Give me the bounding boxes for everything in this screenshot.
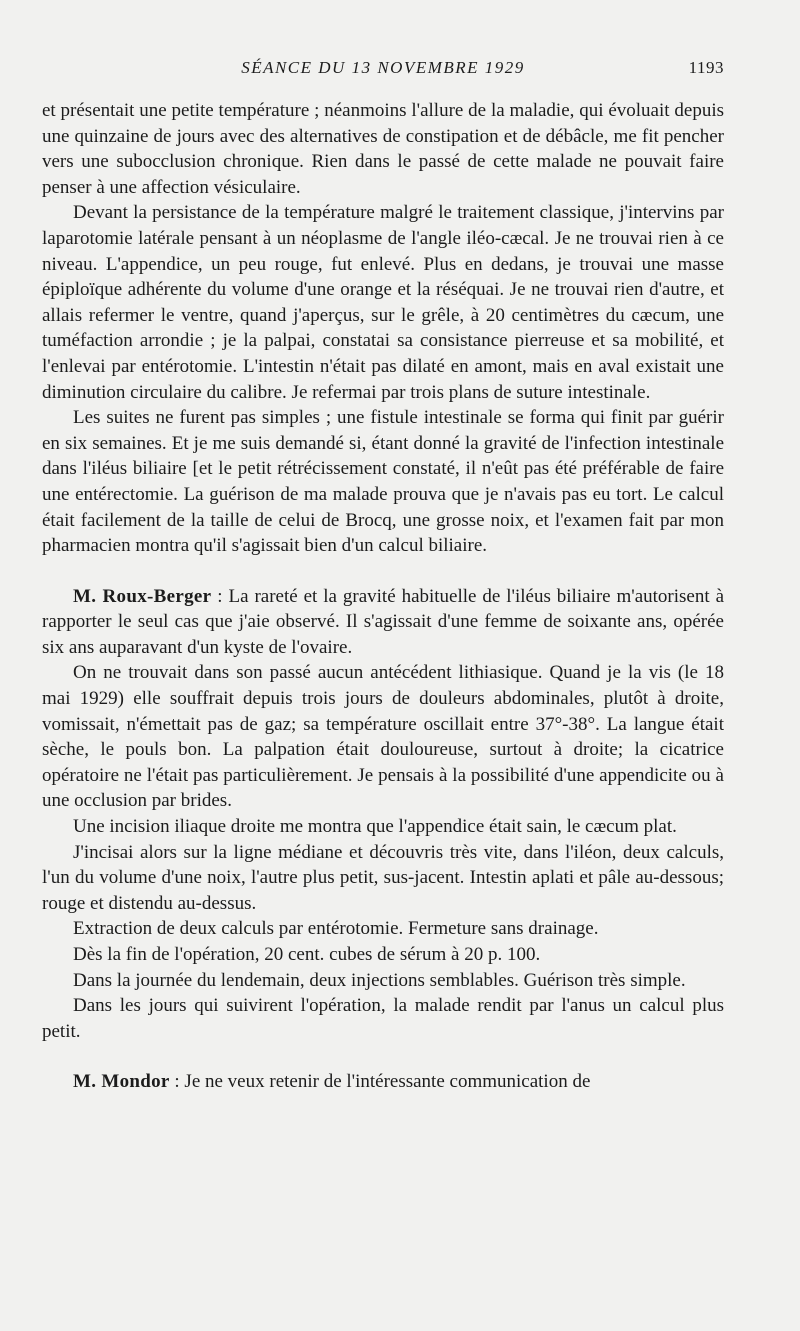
paragraph: Dans les jours qui suivirent l'opération, la malade rendit par l'anus un calcul plus petit. [42, 995, 724, 1042]
paragraph: Devant la persistance de la température malgré le traitement classique, j'intervins par laparotomie latérale pensant à un néoplasme de l'angle iléo-cæcal. Je ne trouvai rien à ce niveau. L'appendice, un peu rouge, fut enlevé. Plus en dedans, je trouvai une masse épiploïque adhérente du volume d'une orange et la réséquai. Je ne trouvai rien d'autre, et allais refermer le ventre, quand j'aperçus, sur le grêle, à 20 centimètres du cæcum, une tuméfaction arrondie ; je la palpai, constatai sa consistance pierreuse et sa mobilité, et l'enlevai par entérotomie. L'intestin n'était pas dilaté en amont, mais en aval existait une diminution circulaire du calibre. Je refermai par trois plans de suture intestinale. [42, 202, 724, 403]
paragraph: On ne trouvait dans son passé aucun antécédent lithiasique. Quand je la vis (le 18 mai 1929) elle souffrait depuis trois jours de douleurs abdominales, plutôt à droite, vomissait, n'émettait pas de gaz; sa température oscillait entre 37°-38°. La langue était sèche, le pouls bon. La palpation était douloureuse, surtout à droite; la cicatrice opératoire ne l'était pas particulièrement. Je pensais à la possibilité d'une appendicite ou à une occlusion par brides. [42, 662, 724, 812]
paragraph: et présentait une petite température ; néanmoins l'allure de la maladie, qui évoluait depuis une quinzaine de jours avec des alternatives de constipation et de débâcle, me fit pencher vers une subocclusion chronique. Rien dans le passé de cette malade ne pouvait faire penser à une affection vésiculaire. [42, 100, 724, 198]
paragraph: Extraction de deux calculs par entérotomie. Fermeture sans drainage. [73, 918, 599, 940]
paragraph: Une incision iliaque droite me montra que l'appendice était sain, le cæcum plat. [73, 816, 677, 838]
speaker-name: M. Mondor [73, 1071, 170, 1093]
paragraph: J'incisai alors sur la ligne médiane et découvris très vite, dans l'iléon, deux calculs, l'un du volume d'une noix, l'autre plus petit, sus-jacent. Intestin aplati et pâle au-dessous; rouge et distendu au-dessus. [42, 841, 724, 914]
paragraph: Dans la journée du lendemain, deux injections semblables. Guérison très simple. [73, 969, 686, 991]
paragraph: Dès la fin de l'opération, 20 cent. cubes de sérum à 20 p. 100. [73, 944, 541, 965]
page-number: 1193 [688, 58, 724, 77]
paragraph-mondor: M. Mondor : Je ne veux retenir de l'intéressante communication de [73, 1071, 591, 1093]
paragraph: Les suites ne furent pas simples ; une fistule intestinale se forma qui finit par guérir en six semaines. Et je me suis demandé si, étant donné la gravité de l'infection intestinale dans l'iléus biliaire [et le petit rétrécissement constaté, il n'eût pas été préférable de faire une entérectomie. La guérison de ma malade prouva que je n'avais pas eu tort. Le calcul était facilement de la taille de celui de Brocq, une grosse noix, et l'examen fait par mon pharmacien montra qu'il s'agissait bien d'un calcul biliaire. [42, 407, 724, 557]
body-text [42, 98, 724, 1095]
speaker-name: M. Roux-Berger [73, 585, 212, 607]
page-header [42, 58, 724, 84]
paragraph-roux-berger: M. Roux-Berger : La rareté et la gravité habituelle de l'iléus biliaire m'autorisent à rapporter le seul cas que j'aie observé. Il s'agissait d'une femme de soixante ans, opérée six ans auparavant d'un kyste de l'ovaire. [42, 585, 725, 658]
running-title: SÉANCE DU 13 NOVEMBRE 1929 [241, 58, 525, 77]
